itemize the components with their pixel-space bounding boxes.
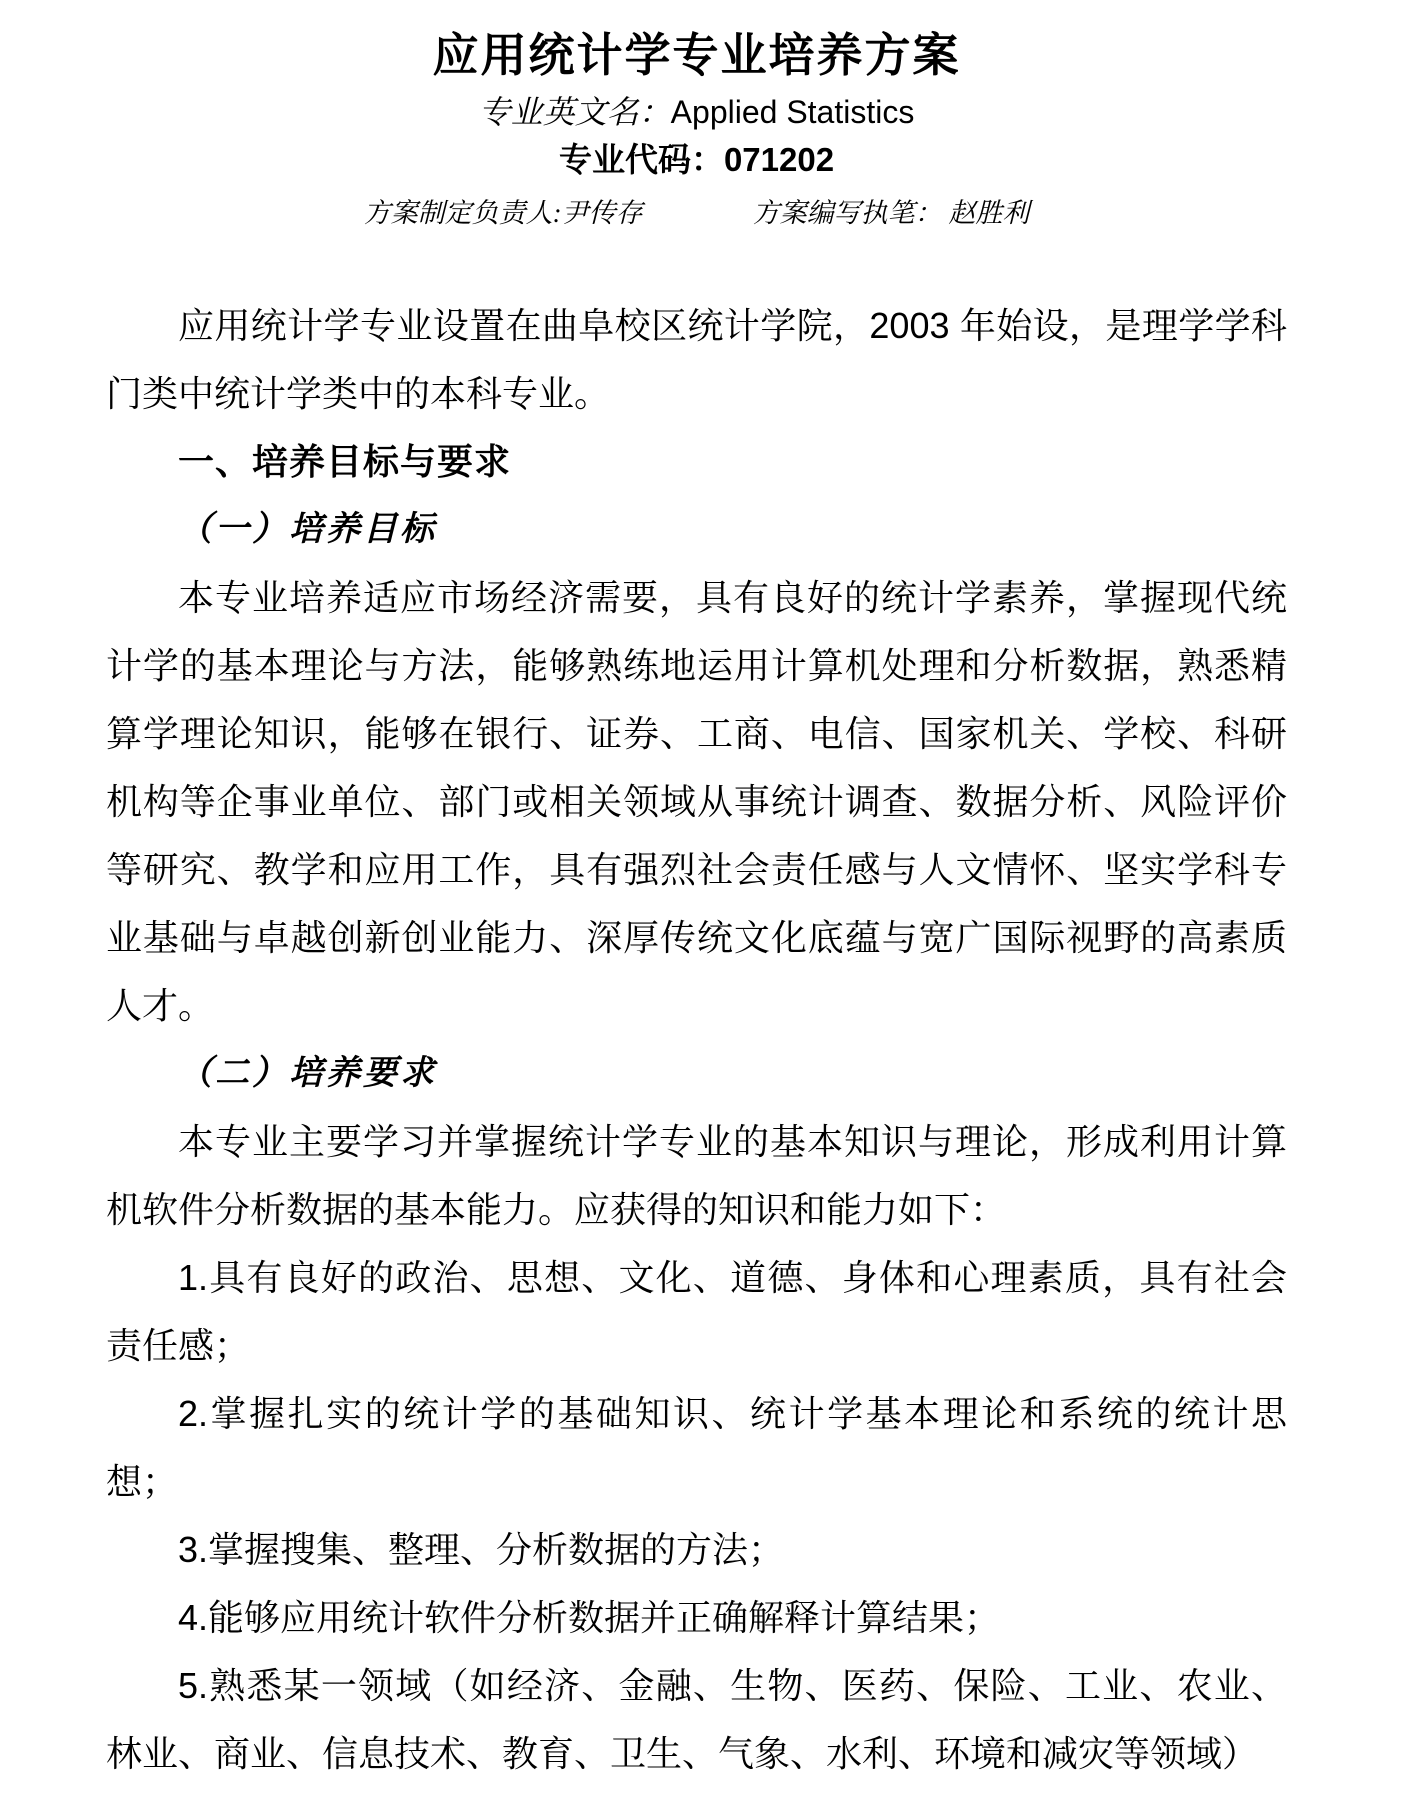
requirement-item: 2.掌握扎实的统计学的基础知识、统计学基本理论和系统的统计思想； [106, 1393, 1287, 1502]
requirement-item: 3.掌握搜集、整理、分析数据的方法； [178, 1529, 785, 1570]
intro-paragraph: 应用统计学专业设置在曲阜校区统计学院，2003 年始设，是理学学科门类中统计学类中的本科专业。 [106, 305, 1287, 414]
plan-director: 方案制定负责人:尹传存 [363, 198, 643, 228]
plan-writer: 方案编写执笔： 赵胜利 [752, 198, 1030, 228]
requirement-item: 4.能够应用统计软件分析数据并正确解释计算结果； [178, 1597, 1001, 1638]
english-name-label: 专业英文名： [478, 94, 671, 130]
byline [106, 194, 1287, 232]
document-header [106, 26, 1287, 232]
requirement-item: 1.具有良好的政治、思想、文化、道德、身体和心理素质，具有社会责任感； [106, 1257, 1287, 1366]
requirements-intro-paragraph: 本专业主要学习并掌握统计学专业的基本知识与理论，形成利用计算机软件分析数据的基本能力。应获得的知识和能力如下： [106, 1121, 1287, 1230]
subsection-heading-goal: （一）培养目标 [178, 511, 437, 548]
major-code-line: 专业代码：071202 [558, 141, 835, 178]
english-name-line [106, 90, 1287, 134]
goal-paragraph: 本专业培养适应市场经济需要，具有良好的统计学素养，掌握现代统计学的基本理论与方法，能够熟练地运用计算机处理和分析数据，熟悉精算学理论知识，能够在银行、证券、工商、电信、国家机关、学校、科研机构等企事业单位、部门或相关领域从事统计调查、数据分析、风险评价等研究、教学和应用工作，具有强烈社会责任感与人文情怀、坚实学科专业基础与卓越创新创业能力、深厚传统文化底蕴与宽广国际视野的高素质人才。 [106, 577, 1287, 1026]
english-name-value: Applied Statistics [670, 94, 915, 130]
requirement-item: 5.熟悉某一领域（如经济、金融、生物、医药、保险、工业、农业、林业、商业、信息技术、教育、卫生、气象、水利、环境和减灾等领域） [106, 1665, 1287, 1774]
page-title: 应用统计学专业培养方案 [432, 29, 961, 81]
section-heading-1: 一、培养目标与要求 [178, 441, 512, 482]
document-body [106, 292, 1287, 1788]
subsection-heading-requirements: （二）培养要求 [178, 1055, 437, 1092]
